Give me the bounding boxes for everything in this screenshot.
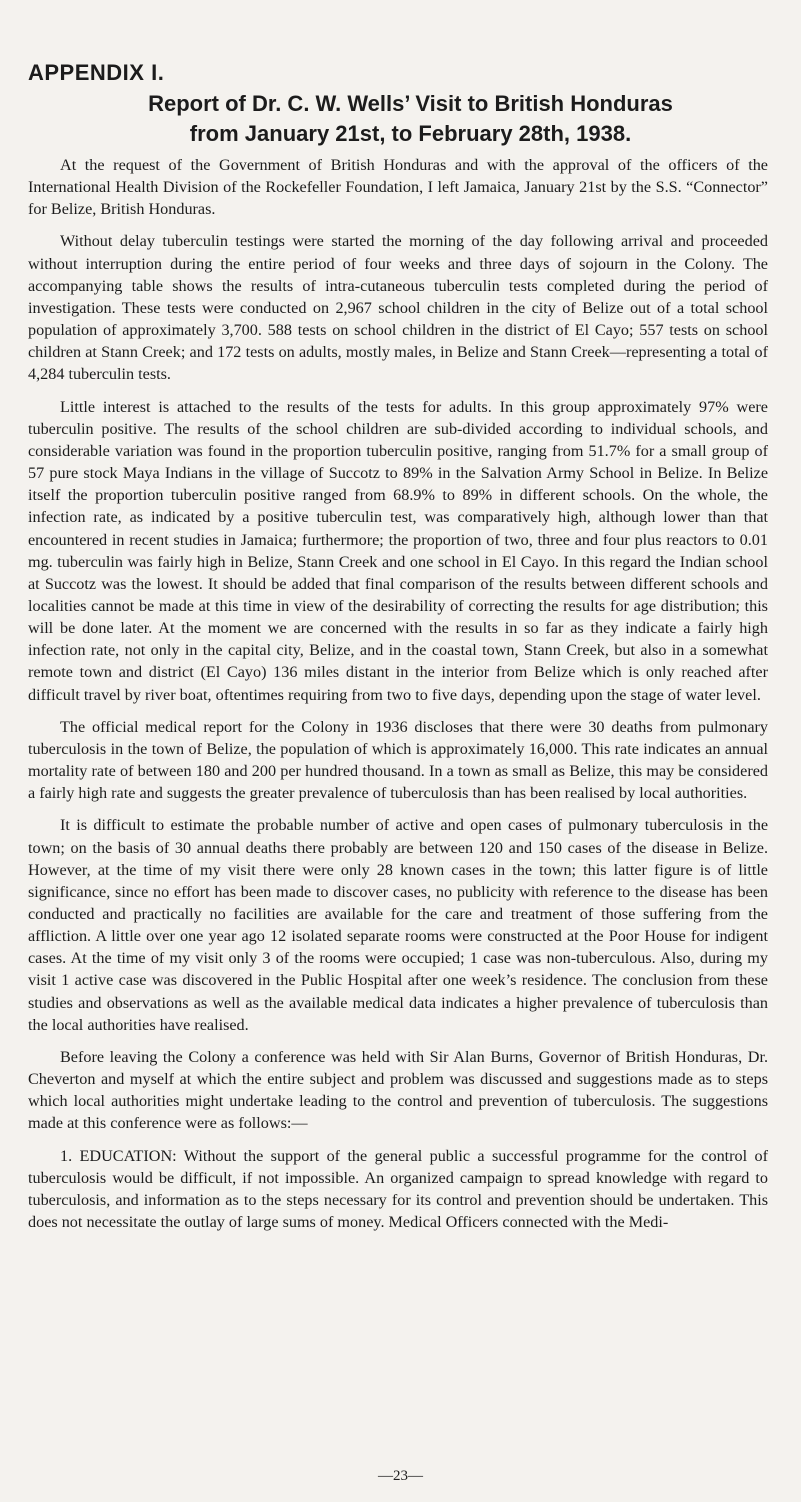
appendix-heading: APPENDIX I.: [28, 60, 165, 85]
page-number: —23—: [378, 1468, 423, 1484]
paragraph-conference: Before leaving the Colony a conference was held with Sir Alan Burns, Governor of British Honduras, Dr. Cheverton and myself at which the entire subject and problem was discussed and suggestions made as to steps which local authorities might undertake leading to the control and prevention of tuberculosis. The suggestions made at this conference were as follows:—: [28, 1047, 768, 1133]
report-body: [28, 154, 768, 1243]
report-title-line-2: from January 21st, to February 28th, 1938.: [189, 121, 632, 146]
report-title-line-1: Report of Dr. C. W. Wells’ Visit to British Honduras: [148, 91, 673, 116]
paragraph-tuberculin-testings: Without delay tuberculin testings were started the morning of the day following arrival and proceeded without interruption during the entire period of four weeks and three days of sojourn in the Colony. The accompanying table shows the results of intra-cutaneous tuberculin tests completed during the period of investigation. These tests were conducted on 2,967 school children in the city of Belize out of a total school population of approximately 3,700. 588 tests on school children in the district of El Cayo; 557 tests on school children at Stann Creek; and 172 tests on adults, mostly males, in Belize and Stann Creek—representing a total of 4,284 tuberculin tests.: [28, 232, 768, 384]
paragraph-education: 1. EDUCATION: Without the support of the general public a successful programme for the control of tuberculosis would be difficult, if not impossible. An organized campaign to spread knowledge with regard to tuberculosis, and information as to the steps necessary for its control and prevention should be undertaken. This does not necessitate the outlay of large sums of money. Medical Officers connected with the Medi-: [28, 1146, 768, 1232]
paragraph-results: Little interest is attached to the results of the tests for adults. In this group approximately 97% were tuberculin positive. The results of the school children are sub-divided according to individual schools, and considerable variation was found in the proportion tuberculin positive, ranging from 51.7% for a small group of 57 pure stock Maya Indians in the village of Succotz to 89% in the Salvation Army School in Belize. In Belize itself the proportion tuberculin positive ranged from 68.9% to 89% in different schools. On the whole, the infection rate, as indicated by a positive tuberculin test, was comparatively high, although lower than that encountered in recent studies in Jamaica; furthermore; the proportion of two, three and four plus reactors to 0.01 mg. tuberculin was fairly high in Belize, Stann Creek and one school in El Cayo. In this regard the Indian school at Succotz was the lowest. It should be added that final comparison of the results between different schools and localities cannot be made at this time in view of the desirability of correcting the results for age distribution; this will be done later. At the moment we are concerned with the results in so far as they indicate a fairly high infection rate, not only in the capital city, Belize, and in the coastal town, Stann Creek, but also in a somewhat remote town and district (El Cayo) 136 miles distant in the interior from Belize which is only reached after difficult travel by river boat, oftentimes requiring from two to five days, depending upon the stage of water level.: [28, 397, 768, 704]
paragraph-request: At the request of the Government of British Honduras and with the approval of the officers of the International Health Division of the Rockefeller Foundation, I left Jamaica, January 21st by the S.S. “Connector” for Belize, British Honduras.: [28, 156, 768, 219]
paragraph-mortality: The official medical report for the Colony in 1936 discloses that there were 30 deaths from pulmonary tuberculosis in the town of Belize, the population of which is approximately 16,000. This rate indicates an annual mortality rate of between 180 and 200 per hundred thousand. In a town as small as Belize, this may be considered a fairly high rate and suggests the greater prevalence of tuberculosis than has been realised by local authorities.: [28, 717, 768, 803]
paragraph-active-cases: It is difficult to estimate the probable number of active and open cases of pulmonary tuberculosis in the town; on the basis of 30 annual deaths there probably are between 120 and 150 cases of the disease in Belize. However, at the time of my visit there were only 28 known cases in the town; this latter figure is of little significance, since no effort has been made to discover cases, no publicity with reference to the disease has been conducted and practically no facilities are available for the care and treatment of those suffering from the affliction. A little over one year ago 12 isolated separate rooms were constructed at the Poor House for indigent cases. At the time of my visit only 3 of the rooms were occupied; 1 case was non-tuberculous. Also, during my visit 1 active case was discovered in the Public Hospital after one week’s residence. The conclusion from these studies and observations as well as the available medical data indicates a higher prevalence of tuberculosis than the local authorities have realised.: [28, 816, 768, 1034]
